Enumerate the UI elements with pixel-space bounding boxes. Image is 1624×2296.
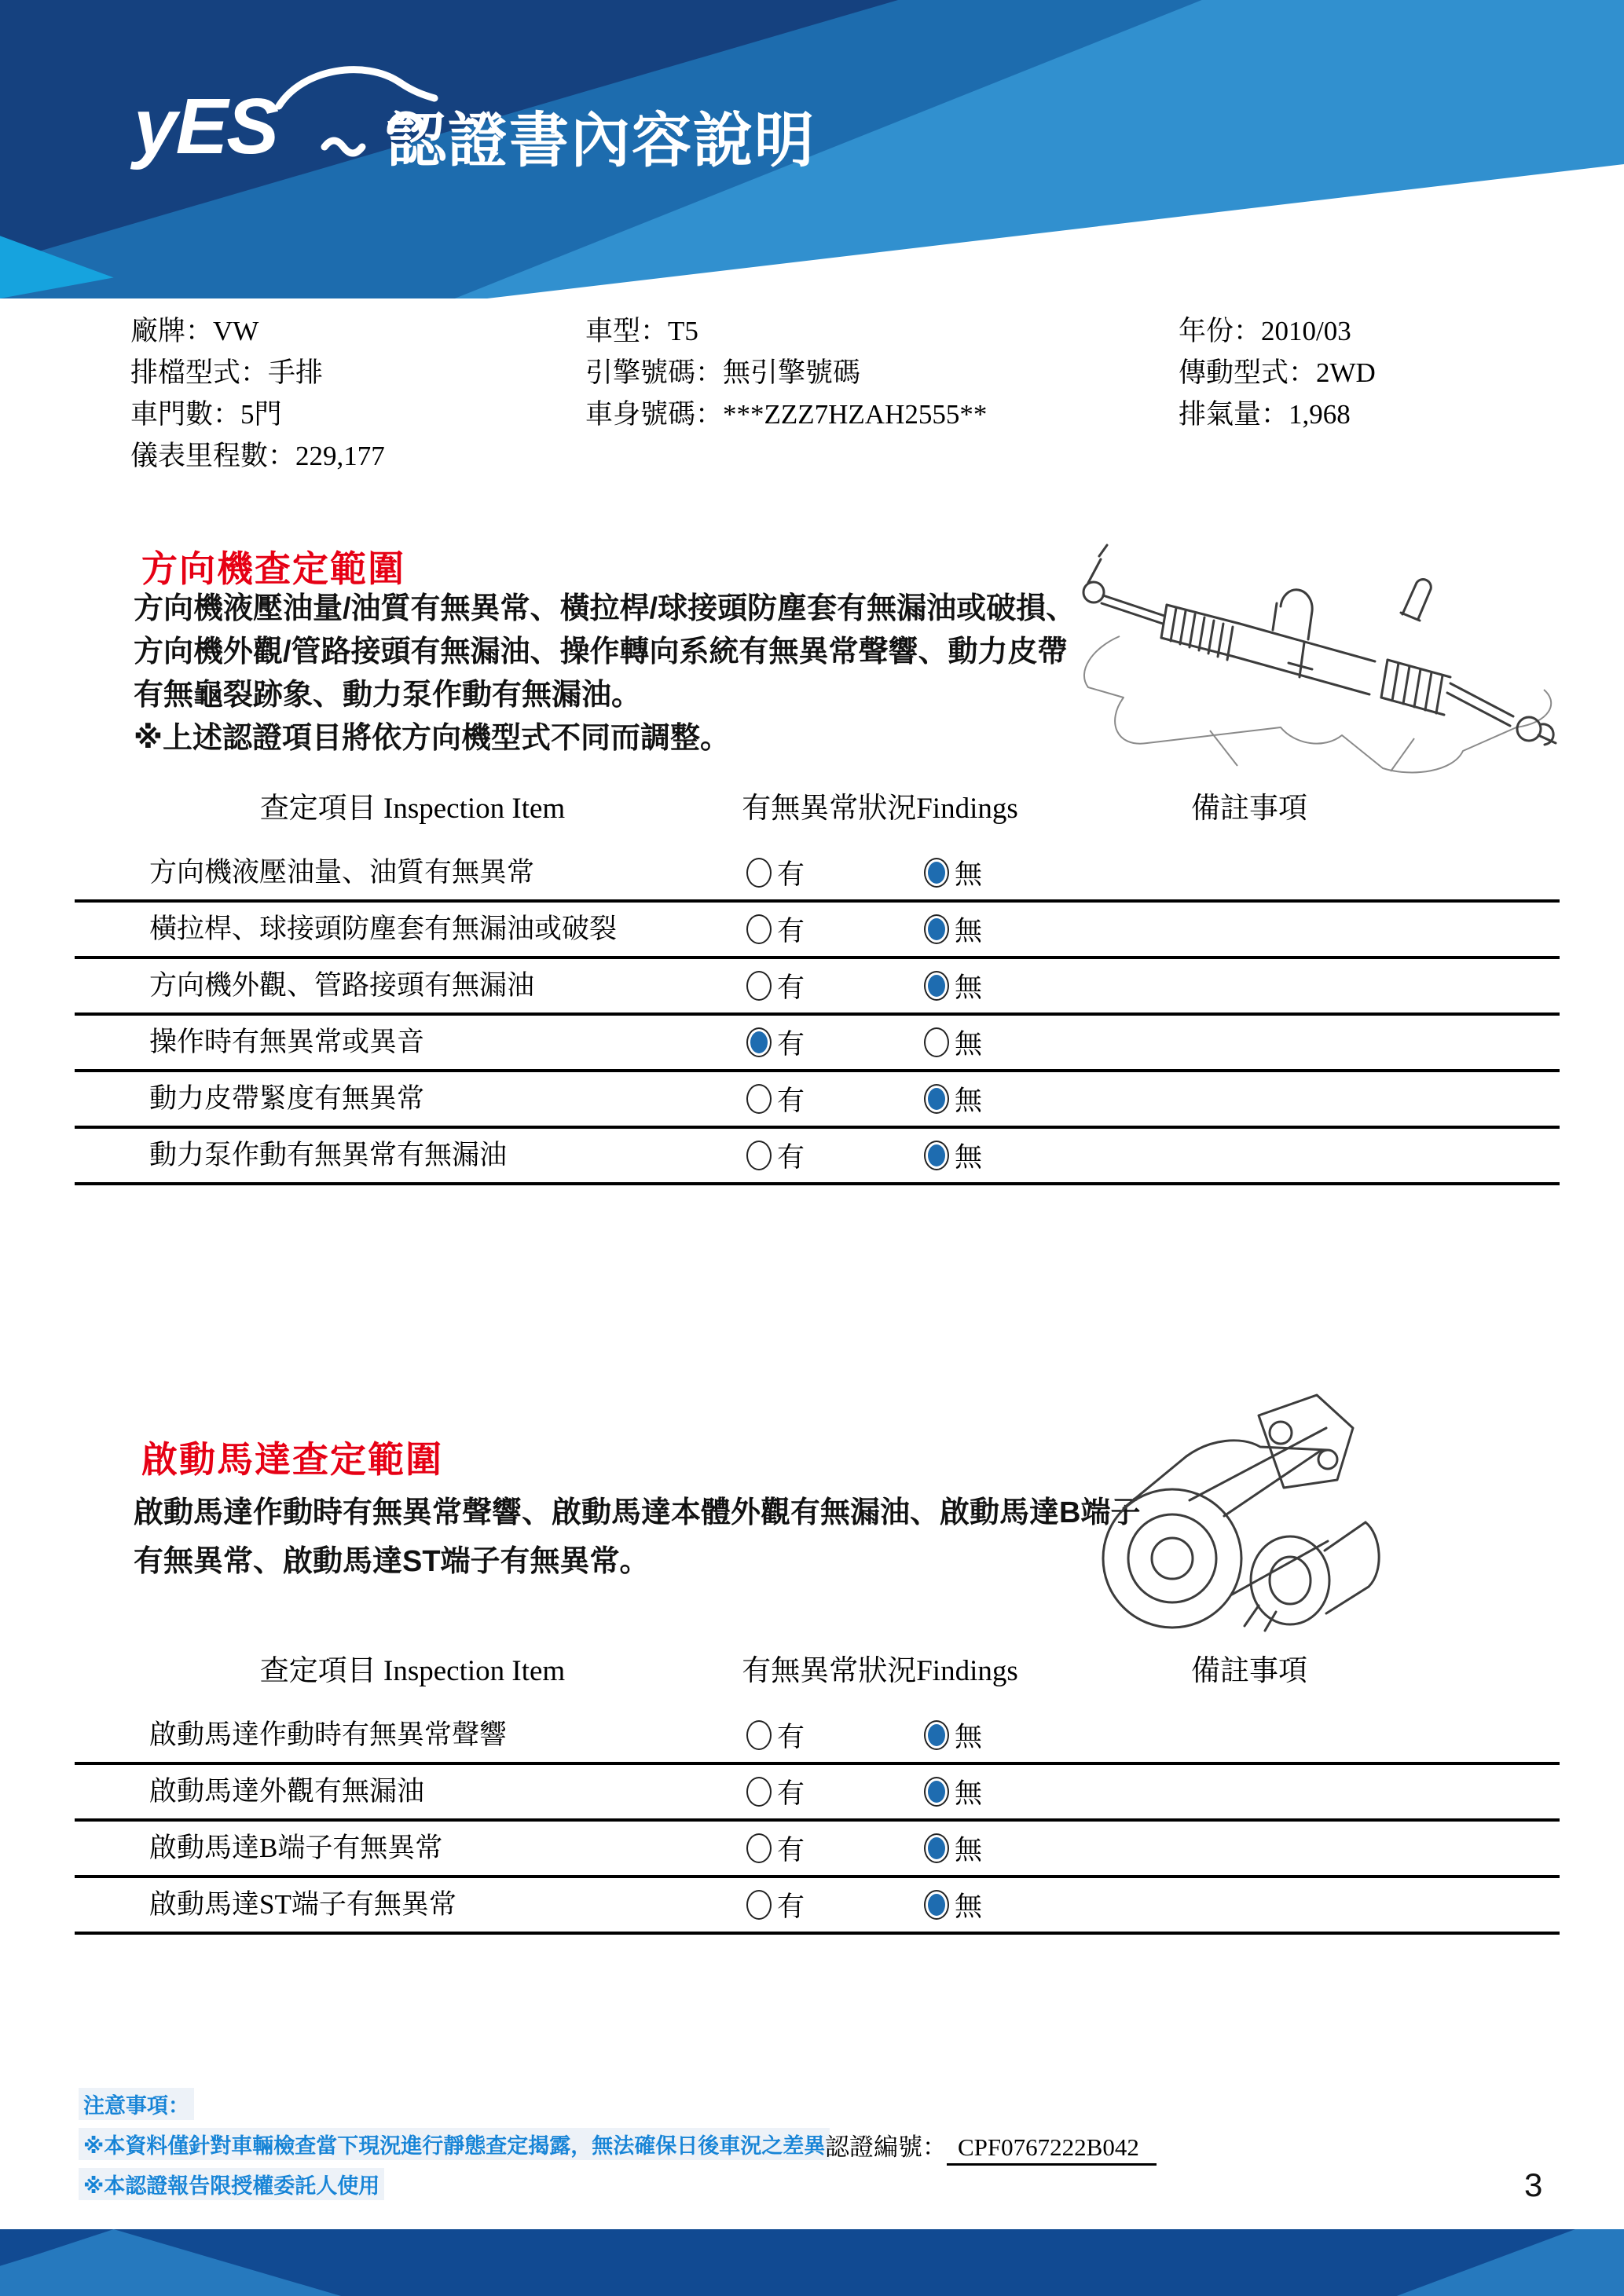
- radio-yes-label: 有: [777, 1722, 805, 1752]
- table-row: [75, 1822, 1560, 1878]
- findings-no-option: [924, 1708, 982, 1762]
- radio-yes[interactable]: [746, 1833, 772, 1863]
- page-title: 認證書內容說明: [387, 108, 816, 174]
- inspection-item: 方向機液壓油量、油質有無異常: [149, 857, 535, 888]
- desc-line: 方向機外觀/管路接頭有無漏油、操作轉向系統有無異常聲響、動力皮帶: [134, 635, 1068, 668]
- radio-no-label: 無: [955, 1086, 983, 1116]
- radio-yes[interactable]: [746, 1720, 772, 1750]
- desc-line: 有無異常、啟動馬達ST端子有無異常。: [134, 1545, 650, 1578]
- findings-yes-option: [746, 1878, 805, 1932]
- radio-no[interactable]: [924, 1890, 949, 1920]
- page-header: [0, 0, 1624, 298]
- certificate-number-label: 認證編號：: [825, 2133, 947, 2161]
- section-starter-description: [134, 1489, 1140, 1586]
- radio-no[interactable]: [924, 1720, 949, 1750]
- info-engine-no: 引擎號碼：無引擎號碼: [585, 357, 861, 388]
- desc-line: ※上述認證項目將依方向機型式不同而調整。: [134, 722, 730, 755]
- findings-no-option: [924, 1072, 982, 1126]
- info-year: 年份：2010/03: [1179, 316, 1351, 346]
- radio-yes[interactable]: [746, 1141, 772, 1170]
- info-mileage: 儀表里程數：229,177: [130, 441, 385, 471]
- radio-no-label: 無: [955, 1778, 983, 1809]
- findings-yes-option: [746, 1822, 805, 1875]
- radio-no-label: 無: [955, 1835, 983, 1866]
- table1-header-item: 查定項目 Inspection Item: [259, 793, 566, 825]
- radio-yes-label: 有: [777, 1835, 805, 1866]
- desc-line: 方向機液壓油量/油質有無異常、橫拉桿/球接頭防塵套有無漏油或破損、: [134, 592, 1076, 625]
- findings-yes-option: [746, 903, 805, 956]
- inspection-item: 啟動馬達B端子有無異常: [149, 1833, 443, 1863]
- radio-yes[interactable]: [746, 1777, 772, 1807]
- info-doors: 車門數：5門: [130, 399, 282, 430]
- findings-no-option: [924, 959, 982, 1013]
- radio-yes-label: 有: [777, 1086, 805, 1116]
- radio-no-label: 無: [955, 1891, 983, 1922]
- findings-no-option: [924, 846, 982, 899]
- desc-line: 有無龜裂跡象、動力泵作動有無漏油。: [134, 679, 642, 712]
- findings-no-option: [924, 1878, 982, 1932]
- note-line: ※本認證報告限授權委託人使用: [79, 2168, 384, 2200]
- radio-yes-label: 有: [777, 1029, 805, 1060]
- findings-no-option: [924, 1016, 982, 1069]
- radio-no-label: 無: [955, 1142, 983, 1173]
- radio-no-label: 無: [955, 1722, 983, 1752]
- findings-yes-option: [746, 1765, 805, 1818]
- findings-no-option: [924, 903, 982, 956]
- radio-yes-label: 有: [777, 972, 805, 1003]
- certificate-number: [825, 2127, 1157, 2166]
- section-steering-title: 方向機查定範圍: [141, 548, 405, 589]
- findings-yes-option: [746, 846, 805, 899]
- info-brand: 廠牌：VW: [130, 316, 259, 346]
- radio-no-label: 無: [955, 1029, 983, 1060]
- table-row: [75, 1016, 1560, 1072]
- vehicle-info-column-3: [1179, 310, 1376, 435]
- yes-logo-text: yES: [134, 82, 278, 170]
- info-model: 車型：T5: [585, 316, 698, 346]
- radio-yes[interactable]: [746, 858, 772, 888]
- info-drivetrain: 傳動型式：2WD: [1179, 357, 1376, 388]
- findings-yes-option: [746, 1708, 805, 1762]
- findings-no-option: [924, 1129, 982, 1182]
- vehicle-info-column-1: [130, 310, 385, 477]
- radio-yes[interactable]: [746, 1084, 772, 1114]
- radio-no-label: 無: [955, 916, 983, 947]
- inspection-item: 啟動馬達作動時有無異常聲響: [149, 1719, 508, 1750]
- radio-yes-label: 有: [777, 859, 805, 890]
- page-number: 3: [1524, 2166, 1543, 2203]
- section-steering-description: [134, 588, 1076, 760]
- steering-rack-illustration: [1045, 542, 1579, 778]
- table-row: [75, 1878, 1560, 1935]
- radio-yes[interactable]: [746, 914, 772, 944]
- radio-no-label: 無: [955, 859, 983, 890]
- table2-header-remarks: 備註事項: [1191, 1655, 1307, 1687]
- radio-no[interactable]: [924, 1027, 949, 1057]
- table1-header-findings: 有無異常狀況Findings: [742, 793, 1018, 825]
- inspection-item: 動力皮帶緊度有無異常: [149, 1083, 425, 1114]
- steering-inspection-table: [75, 846, 1560, 1185]
- inspection-item: 橫拉桿、球接頭防塵套有無漏油或破裂: [149, 914, 618, 944]
- table2-header-findings: 有無異常狀況Findings: [742, 1655, 1018, 1687]
- table-row: [75, 1708, 1560, 1765]
- radio-yes-label: 有: [777, 1891, 805, 1922]
- findings-yes-option: [746, 1016, 805, 1069]
- radio-no[interactable]: [924, 1833, 949, 1863]
- table-row: [75, 846, 1560, 903]
- desc-line: 啟動馬達作動時有無異常聲響、啟動馬達本體外觀有無漏油、啟動馬達B端子: [134, 1496, 1141, 1529]
- radio-yes-label: 有: [777, 916, 805, 947]
- findings-no-option: [924, 1822, 982, 1875]
- radio-no[interactable]: [924, 1084, 949, 1114]
- radio-no[interactable]: [924, 971, 949, 1001]
- vehicle-info-column-2: [585, 310, 987, 435]
- footer-notes: [79, 2088, 830, 2208]
- table-row: [75, 903, 1560, 959]
- note-line: ※本資料僅針對車輛檢查當下現況進行靜態查定揭露，無法確保日後車況之差異: [79, 2128, 830, 2160]
- table1-header-remarks: 備註事項: [1191, 793, 1307, 825]
- radio-no[interactable]: [924, 914, 949, 944]
- radio-no[interactable]: [924, 1777, 949, 1807]
- findings-yes-option: [746, 959, 805, 1013]
- radio-yes-label: 有: [777, 1142, 805, 1173]
- radio-no-label: 無: [955, 972, 983, 1003]
- radio-no[interactable]: [924, 1141, 949, 1170]
- findings-yes-option: [746, 1072, 805, 1126]
- radio-no[interactable]: [924, 858, 949, 888]
- starter-inspection-table: [75, 1708, 1560, 1935]
- inspection-item: 動力泵作動有無異常有無漏油: [149, 1140, 508, 1170]
- inspection-item: 啟動馬達外觀有無漏油: [149, 1776, 425, 1807]
- findings-no-option: [924, 1765, 982, 1818]
- radio-yes-label: 有: [777, 1778, 805, 1809]
- inspection-item: 操作時有無異常或異音: [149, 1027, 425, 1057]
- info-transmission: 排檔型式：手排: [130, 357, 324, 388]
- table-row: [75, 1765, 1560, 1822]
- notes-title: 注意事項：: [79, 2088, 194, 2120]
- radio-yes[interactable]: [746, 971, 772, 1001]
- radio-yes[interactable]: [746, 1027, 772, 1057]
- info-vin: 車身號碼：***ZZZ7HZAH2555**: [585, 399, 988, 430]
- inspection-item: 方向機外觀、管路接頭有無漏油: [149, 970, 535, 1001]
- table2-header-item: 查定項目 Inspection Item: [259, 1655, 566, 1687]
- findings-yes-option: [746, 1129, 805, 1182]
- starter-motor-illustration: [1092, 1384, 1391, 1643]
- radio-yes[interactable]: [746, 1890, 772, 1920]
- table-row: [75, 1072, 1560, 1129]
- info-displacement: 排氣量：1,968: [1179, 399, 1351, 430]
- table-row: [75, 1129, 1560, 1185]
- footer-band: [0, 2229, 1624, 2296]
- certificate-number-value: CPF0767222B042: [947, 2133, 1157, 2166]
- section-starter-title: 啟動馬達查定範圍: [141, 1439, 443, 1480]
- inspection-item: 啟動馬達ST端子有無異常: [149, 1889, 456, 1920]
- table-row: [75, 959, 1560, 1016]
